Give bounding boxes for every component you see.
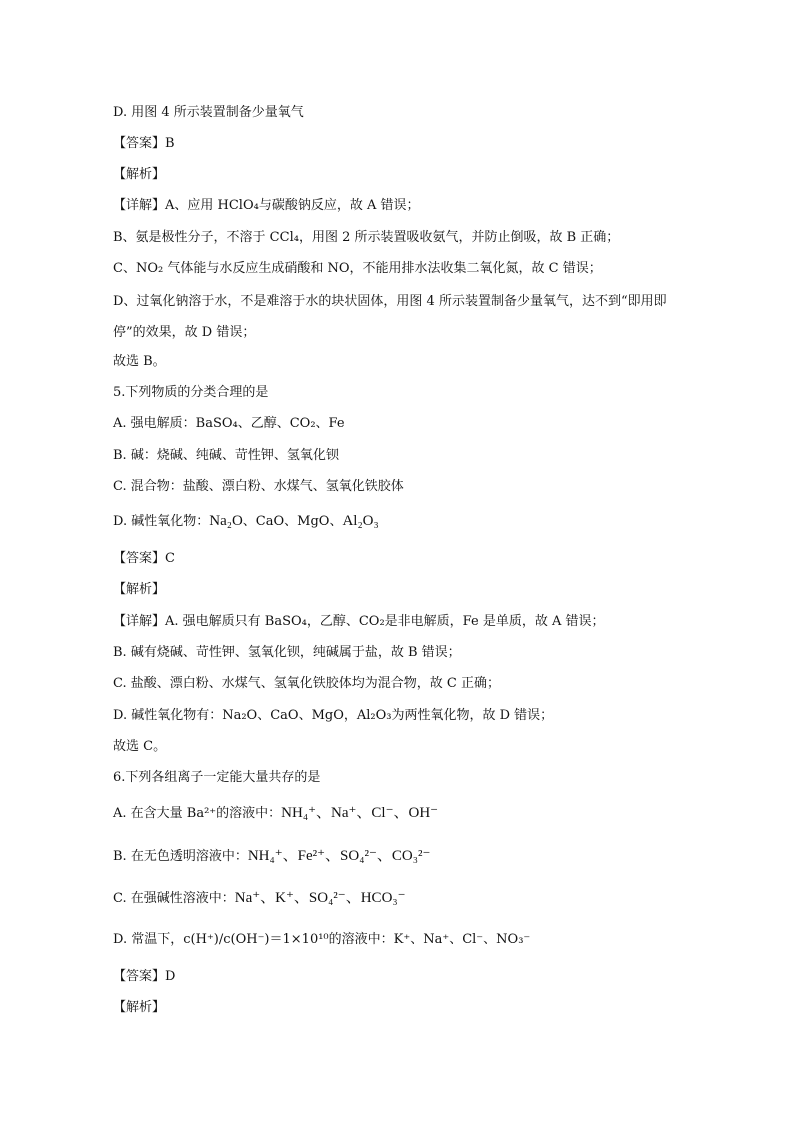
detail-b: B. 碱有烧碱、苛性钾、氢氧化钡，纯碱属于盐，故 B 错误； (113, 645, 461, 660)
detail-b: B、氨是极性分子，不溶于 CCl₄，用图 2 所示装置吸收氨气，并防止倒吸，故 B 正确； (113, 230, 620, 245)
option-a-prefix: A. 在含大量 Ba²⁺的溶液中： (113, 806, 282, 821)
question-6-title: 6.下列各组离子一定能大量共存的是 (113, 770, 321, 785)
detail-a: 【详解】A. 强电解质只有 BaSO₄，乙醇、CO₂是非电解质，Fe 是单质，故 A 错误； (113, 614, 605, 629)
analysis-label: 【解析】 (113, 582, 166, 597)
conclusion: 故选 B。 (113, 354, 166, 369)
ion-list-a: NH₄⁺、Na⁺、Cl⁻、OH⁻ (281, 805, 439, 821)
ion-list-c: Na⁺、K⁺、SO₄²⁻、HCO₃⁻ (234, 890, 406, 906)
option-c-prefix: C. 在强碱性溶液中： (113, 891, 235, 906)
analysis-label: 【解析】 (113, 167, 166, 182)
detail-c: C、NO₂ 气体能与水反应生成硝酸和 NO，不能用排水法收集二氧化氮，故 C 错误； (113, 261, 602, 276)
option-d-prefix: D. 碱性氧化物： (113, 514, 210, 529)
question-5-option-d (113, 511, 379, 532)
option-b-prefix: B. 在无色透明溶液中： (113, 849, 248, 864)
ion-list-b: NH₄⁺、Fe²⁺、SO₄²⁻、CO₃²⁻ (247, 848, 431, 864)
analysis-label: 【解析】 (113, 1000, 166, 1015)
detail-c: C. 盐酸、漂白粉、水煤气、氢氧化铁胶体均为混合物，故 C 正确； (113, 676, 500, 691)
detail-a: 【详解】A、应用 HClO₄与碳酸钠反应，故 A 错误； (113, 198, 420, 213)
detail-d: D. 碱性氧化物有：Na₂O、CaO、MgO，Al₂O₃为两性氧化物，故 D 错误； (113, 708, 554, 723)
answer-label: 【答案】D (113, 969, 176, 984)
conclusion: 故选 C。 (113, 739, 167, 754)
question-6-option-c (113, 888, 406, 909)
question-5-option-c: C. 混合物：盐酸、漂白粉、水煤气、氢氧化铁胶体 (113, 479, 404, 494)
question-6-option-b (113, 846, 430, 867)
formula-na2o: Na₂O (209, 513, 243, 529)
question-5-option-b: B. 碱：烧碱、纯碱、苛性钾、氢氧化钡 (113, 448, 339, 463)
formula-al2o3: Al₂O₃ (342, 513, 379, 529)
question-5-title: 5.下列物质的分类合理的是 (113, 385, 269, 400)
question-5-option-a: A. 强电解质：BaSO₄、乙醇、CO₂、Fe (113, 416, 345, 431)
detail-d: D、过氧化钠溶于水，不是难溶于水的块状固体，用图 4 所示装置制备少量氧气，达不到“即用即停”的效果，故 D 错误； (113, 294, 667, 340)
question-6-option-d: D. 常温下，c(H⁺)/c(OH⁻)＝1×10¹⁰的溶液中：K⁺、Na⁺、Cl⁻、NO₃⁻ (113, 932, 531, 947)
option-d-middle: 、CaO、MgO、 (242, 514, 343, 529)
option-d-text: D. 用图 4 所示装置制备少量氧气 (113, 105, 304, 120)
question-6-option-a (113, 803, 438, 824)
answer-label: 【答案】C (113, 551, 175, 566)
answer-label: 【答案】B (113, 136, 175, 151)
